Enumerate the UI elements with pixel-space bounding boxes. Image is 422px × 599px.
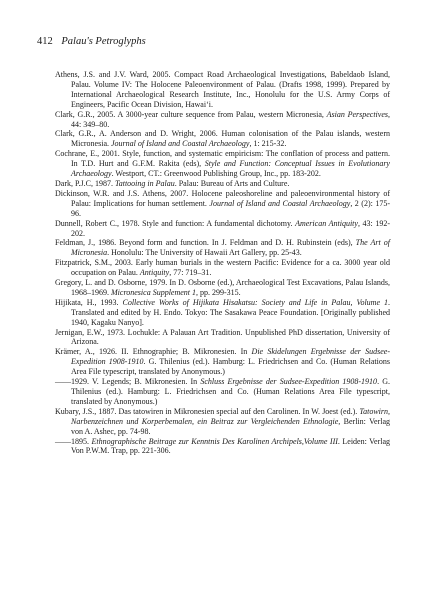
reference-entry [55, 219, 390, 239]
reference-italic-title: Asian Perspectives [326, 109, 388, 119]
reference-italic-title: Style and Function: Conceptual Issues in Evolutionary Archaeology [71, 159, 390, 179]
reference-italic-title: Tatowirn, Narbenzeichnen und Korperbemalen, ein Beitraz zur Vergleichenden Ethnologie [71, 406, 390, 426]
reference-text: , Berlin: Verlag von A. Ashec, pp. 74-98. [71, 416, 391, 436]
reference-entry [55, 377, 390, 407]
reference-entry [55, 149, 390, 179]
reference-entry [55, 437, 390, 457]
reference-italic-title: Ethnographische Beitrage zur Kenntnis Des Karolinen Archipels,Volume III [91, 436, 338, 446]
reference-list [55, 70, 390, 456]
reference-text: Hijikata, H., 1993. [55, 297, 123, 307]
reference-entry [55, 328, 390, 348]
reference-text: Gregory, L. and D. Osborne, 1979. In D. Osborne (ed.), Archaeological Test Excavations, Palau Islands, 1968–1969. [55, 278, 390, 297]
reference-text: . Translated and edited by H. Endo. Tokyo: The Sasakawa Peace Foundation. [Originally published 1940, Kagaku Nanyo]. [71, 297, 390, 327]
reference-italic-title: Micronesica Supplement 1 [111, 287, 197, 297]
running-head [37, 35, 146, 48]
reference-italic-title: Antiquity [139, 268, 170, 278]
reference-text: Dunnell, Robert C., 1978. Style and function: A fundamental dichotomy. [55, 218, 296, 228]
reference-text: Dickinson, W.R. and J.S. Athens, 2007. Holocene paleoshoreline and paleoenvironmental history of Palau: Implications for human settlement. [55, 188, 390, 208]
reference-text: Dark, P.J.C, 1987. [55, 178, 116, 188]
reference-text: Feldman, J., 1986. Beyond form and function. In J. Feldman and D. H. Rubinstein (eds), [55, 238, 356, 248]
reference-text: . G. Thilenius (ed.). Hamburg: L. Friedrichsen and Co. (Human Relations Area File typescript, translated by Anonymous.) [71, 357, 390, 377]
reference-italic-title: Collective Works of Hijikata Hisakatsu: Society and Life in Palau, Volume 1 [122, 297, 388, 307]
reference-entry [55, 298, 390, 328]
reference-italic-title: American Antiquity [295, 218, 358, 228]
reference-text: , 2 (2): 175-96. [71, 198, 390, 218]
reference-text: Clark, G.R., A. Anderson and D. Wright, 2006. Human colonisation of the Palau islands, western Micronesia. [55, 129, 390, 149]
reference-text: Kubary, J.S., 1887. Das tatowiren in Mikronesien special auf den Carolinen. In W. Joest (ed.). [55, 406, 360, 416]
reference-text: , 1: 215-32. [249, 139, 287, 149]
reference-text: , 44: 349–80. [71, 109, 390, 129]
reference-italic-title: Journal of Island and Coastal Archaeology [209, 198, 351, 208]
reference-text: . G. Thilenius (ed.). Hamburg: L. Friedrichsen and Co. (Human Relations Area File typescript, translated by Anonymous.) [71, 377, 390, 406]
reference-text: Cochrane, E., 2001. Style, function, and systematic empiricism: The conflation of process and pattern. In T.D. Hurt and G.F.M. Rakita (eds), [55, 149, 390, 169]
reference-italic-title: Schluss Ergebnisse der Sudsee-Expedition 1908-1910 [200, 377, 378, 387]
reference-entry [55, 189, 390, 219]
reference-text: . Leiden: Verlag Von P.W.M. Trap, pp. 221-306. [71, 436, 391, 456]
reference-text: . Honolulu: The University of Hawaii Art Gallery, pp. 25-43. [107, 248, 302, 258]
reference-text: Krämer, A., 1926. II. Ethnographie; B. Mikronesien. In [55, 347, 252, 357]
reference-text: Clark, G.R., 2005. A 3000-year culture sequence from Palau, western Micronesia, [55, 109, 327, 119]
running-title: Palau's Petroglyphs [61, 36, 146, 47]
reference-text: . Westport, CT.: Greenwood Publishing Group, Inc., pp. 183-202. [111, 169, 321, 179]
page-number: 412 [37, 36, 53, 47]
reference-text: ——1929. V. Legends; B. Mikronesien. In [55, 377, 201, 387]
reference-text: Fitzpatrick, S.M., 2003. Early human burials in the western Pacific: Evidence for a ca. 3000 year old occupation on Palau. [55, 258, 390, 278]
reference-entry [55, 129, 390, 149]
reference-text: , pp. 299-315. [196, 287, 241, 297]
reference-text: Athens, J.S. and J.V. Ward, 2005. Compact Road Archaeological Investigations, Babeldaob Island, Palau. Volume IV: The Holocene Paleoenvironment of Palau. (Drafts 1998, 1999). Prepared by International Archaeological Research Institute, Inc., Honolulu for the U.S. Army Corps of Engineers, Pacific Ocean Division, Hawai‘i. [55, 70, 390, 109]
reference-entry [55, 407, 390, 437]
reference-entry [55, 70, 390, 110]
reference-entry [55, 278, 390, 298]
reference-text: Jernigan, E.W., 1973. Lochukle: A Palauan Art Tradition. Unpublished PhD dissertation, University of Arizona. [55, 327, 390, 347]
reference-text: , 43: 192-202. [71, 218, 391, 238]
reference-italic-title: Journal of Island and Coastal Archaeology [111, 139, 250, 149]
reference-text: ——1895. [55, 436, 92, 446]
reference-entry [55, 347, 390, 377]
reference-italic-title: Die Skidelungen Ergebnisse der Sudsee-Expedition 1908-1910 [71, 347, 390, 367]
reference-italic-title: Tattooing in Palau [115, 178, 175, 188]
reference-text: . Palau: Bureau of Arts and Culture. [174, 178, 290, 188]
reference-italic-title: The Art of Micronesia [71, 238, 391, 258]
reference-entry [55, 238, 390, 258]
reference-entry [55, 110, 390, 130]
reference-entry [55, 179, 390, 189]
reference-entry [55, 258, 390, 278]
reference-text: , 77: 719–31. [169, 268, 212, 278]
